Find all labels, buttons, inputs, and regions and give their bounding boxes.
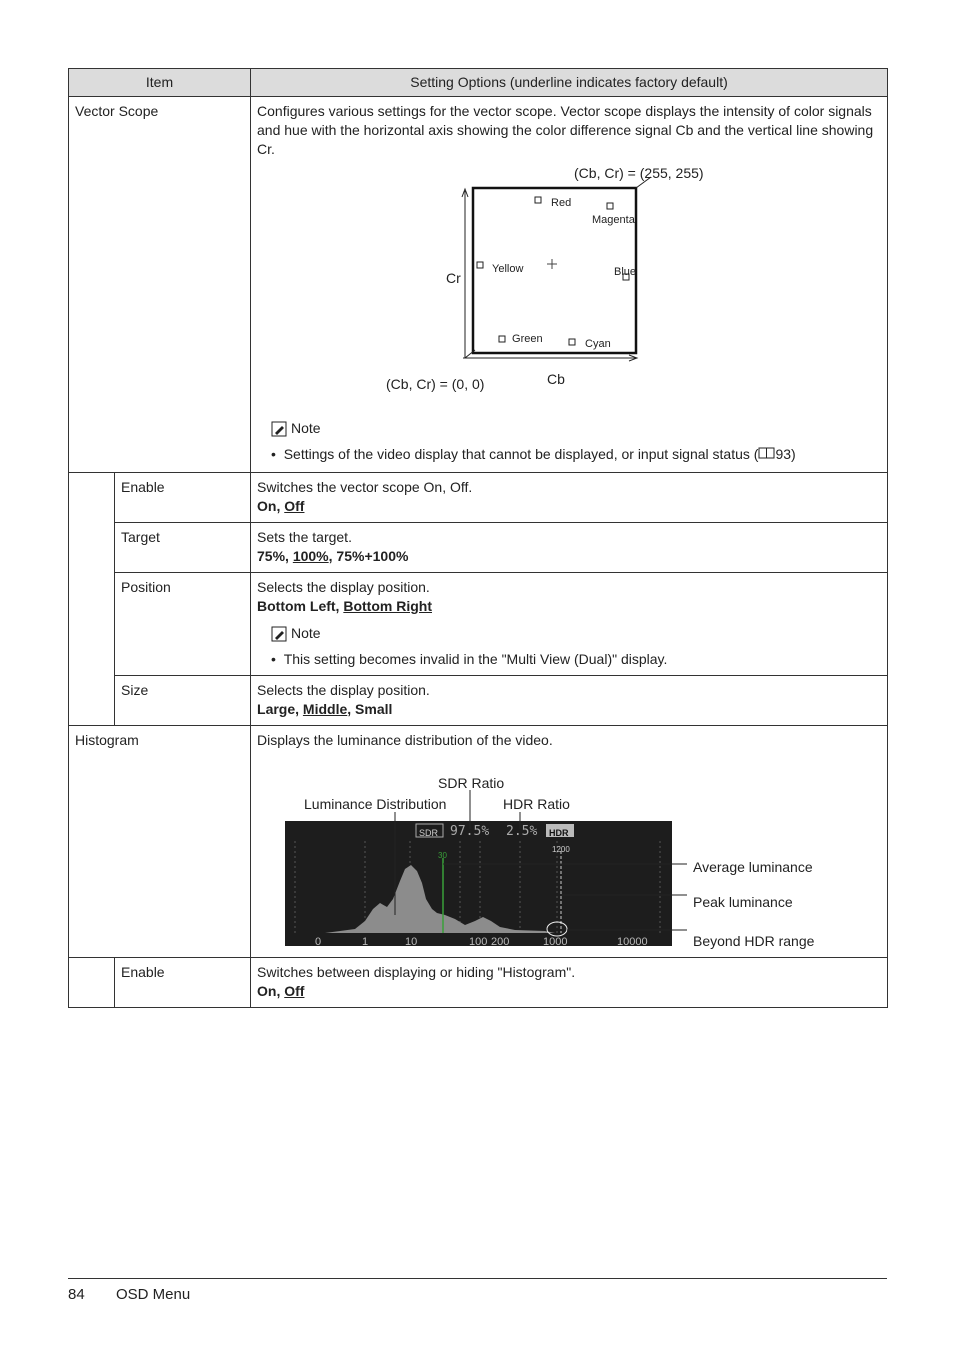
table-row (69, 726, 888, 958)
position-note-title: Note (291, 625, 321, 641)
red-marker (535, 197, 541, 203)
size-desc: Selects the display position. (257, 682, 430, 698)
tick-label: 100 (469, 936, 488, 948)
section-name: OSD Menu (116, 1286, 191, 1303)
item-target: Target (115, 523, 251, 573)
sdr-value: 97.5% (450, 824, 490, 839)
target-opt1: 75%, (257, 548, 293, 564)
item-position: Position (115, 573, 251, 676)
size-opt1: Large, (257, 701, 303, 717)
table-header-row (69, 69, 888, 97)
position-opt2: Bottom Right (343, 598, 432, 614)
hdr-value: 2.5% (506, 824, 538, 839)
yellow-label: Yellow (492, 263, 524, 275)
origin-label: (Cb, Cr) = (0, 0) (386, 376, 485, 392)
green-label: Green (512, 333, 543, 345)
histogram-desc: Displays the luminance distribution of the video. (257, 732, 553, 748)
position-note-text: This setting becomes invalid in the "Multi View (Dual)" display. (283, 651, 668, 667)
histogram-gridlines (295, 841, 660, 933)
enable-desc: Switches the vector scope On, Off. (257, 479, 473, 495)
cyan-label: Cyan (585, 338, 611, 350)
settings-table (68, 68, 888, 1008)
target-opt2: 100% (292, 548, 329, 564)
page-number: 84 (68, 1286, 85, 1303)
magenta-marker (607, 203, 613, 209)
histogram-enable-opt1: On, (257, 983, 285, 999)
magenta-label: Magenta (592, 214, 635, 226)
blue-label: Blue (614, 266, 637, 278)
luminance-distribution-label: Luminance Distribution (304, 796, 447, 812)
tick-label: 200 (491, 936, 510, 948)
table-row (69, 958, 888, 1008)
table-row (69, 97, 888, 473)
note-ref: 93 (775, 446, 792, 462)
footer-rule (68, 1278, 887, 1279)
vector-scope-description: Configures various settings for the vector scope. Vector scope displays the intensity of color signals and hue with the horizontal axis showing the color difference signal Cb and the vertical line showing Cr. (257, 103, 874, 157)
tick-label: 1 (362, 936, 369, 948)
note-title: Note (291, 420, 321, 436)
size-opt2: Middle (302, 701, 348, 717)
histogram-screen (285, 821, 672, 946)
peak-marker: 1200 (552, 845, 570, 854)
note-pencil-icon (271, 421, 287, 437)
book-icon (758, 446, 775, 459)
note-bullet: • Settings of the video display that cannot be displayed, or input signal status ( 93) (271, 446, 796, 462)
peak-luminance-label: Peak luminance (693, 894, 793, 910)
cyan-marker (569, 339, 575, 345)
target-opt3: , 75%+100% (328, 548, 409, 564)
histogram-enable-opt2: Off (284, 983, 305, 999)
item-enable: Enable (115, 473, 251, 523)
item-vector-scope: Vector Scope (69, 97, 251, 473)
cr-label: Cr (446, 270, 461, 286)
tick-label: 10000 (617, 936, 648, 948)
header-item: Item (69, 69, 251, 97)
position-note-bullet: • This setting becomes invalid in the "Multi View (Dual)" display. (271, 651, 668, 667)
hdr-badge: HDR (549, 828, 569, 838)
average-marker: 30 (438, 851, 447, 860)
enable-opt1: On, (257, 498, 285, 514)
table-row (69, 473, 888, 523)
tick-label: 1000 (543, 936, 568, 948)
note-pencil-icon (271, 626, 287, 642)
yellow-marker (477, 262, 483, 268)
tick-label: 10 (405, 936, 418, 948)
header-options: Setting Options (underline indicates factory default) (251, 69, 888, 97)
item-histogram-enable: Enable (115, 958, 251, 1008)
average-luminance-label: Average luminance (693, 859, 813, 875)
cb-label: Cb (547, 371, 565, 387)
table-row (69, 573, 888, 676)
size-opt3: , Small (347, 701, 393, 717)
beyond-hdr-range-label: Beyond HDR range (693, 933, 815, 949)
item-histogram: Histogram (69, 726, 251, 958)
position-opt1: Bottom Left, (257, 598, 344, 614)
note-text: Settings of the video display that cannot be displayed, or input signal status ( (283, 446, 759, 462)
top-right-label: (Cb, Cr) = (255, 255) (574, 165, 704, 181)
position-desc: Selects the display position. (257, 579, 430, 595)
vector-scope-diagram (257, 159, 881, 411)
green-marker (499, 336, 505, 342)
sdr-badge: SDR (419, 828, 439, 838)
hdr-ratio-label: HDR Ratio (503, 796, 570, 812)
item-size: Size (115, 676, 251, 726)
vector-scope-cell (251, 97, 888, 473)
tick-label: 0 (315, 936, 322, 948)
position-note-heading (257, 624, 881, 643)
table-row (69, 523, 888, 573)
note-close: ) (791, 446, 796, 462)
red-label: Red (551, 197, 572, 209)
enable-opt2: Off (284, 498, 305, 514)
note-heading (257, 419, 881, 438)
target-desc: Sets the target. (257, 529, 352, 545)
histogram-enable-desc: Switches between displaying or hiding "Histogram". (257, 964, 576, 980)
table-row (69, 676, 888, 726)
histogram-figure (257, 750, 881, 950)
sdr-ratio-label: SDR Ratio (438, 775, 505, 791)
